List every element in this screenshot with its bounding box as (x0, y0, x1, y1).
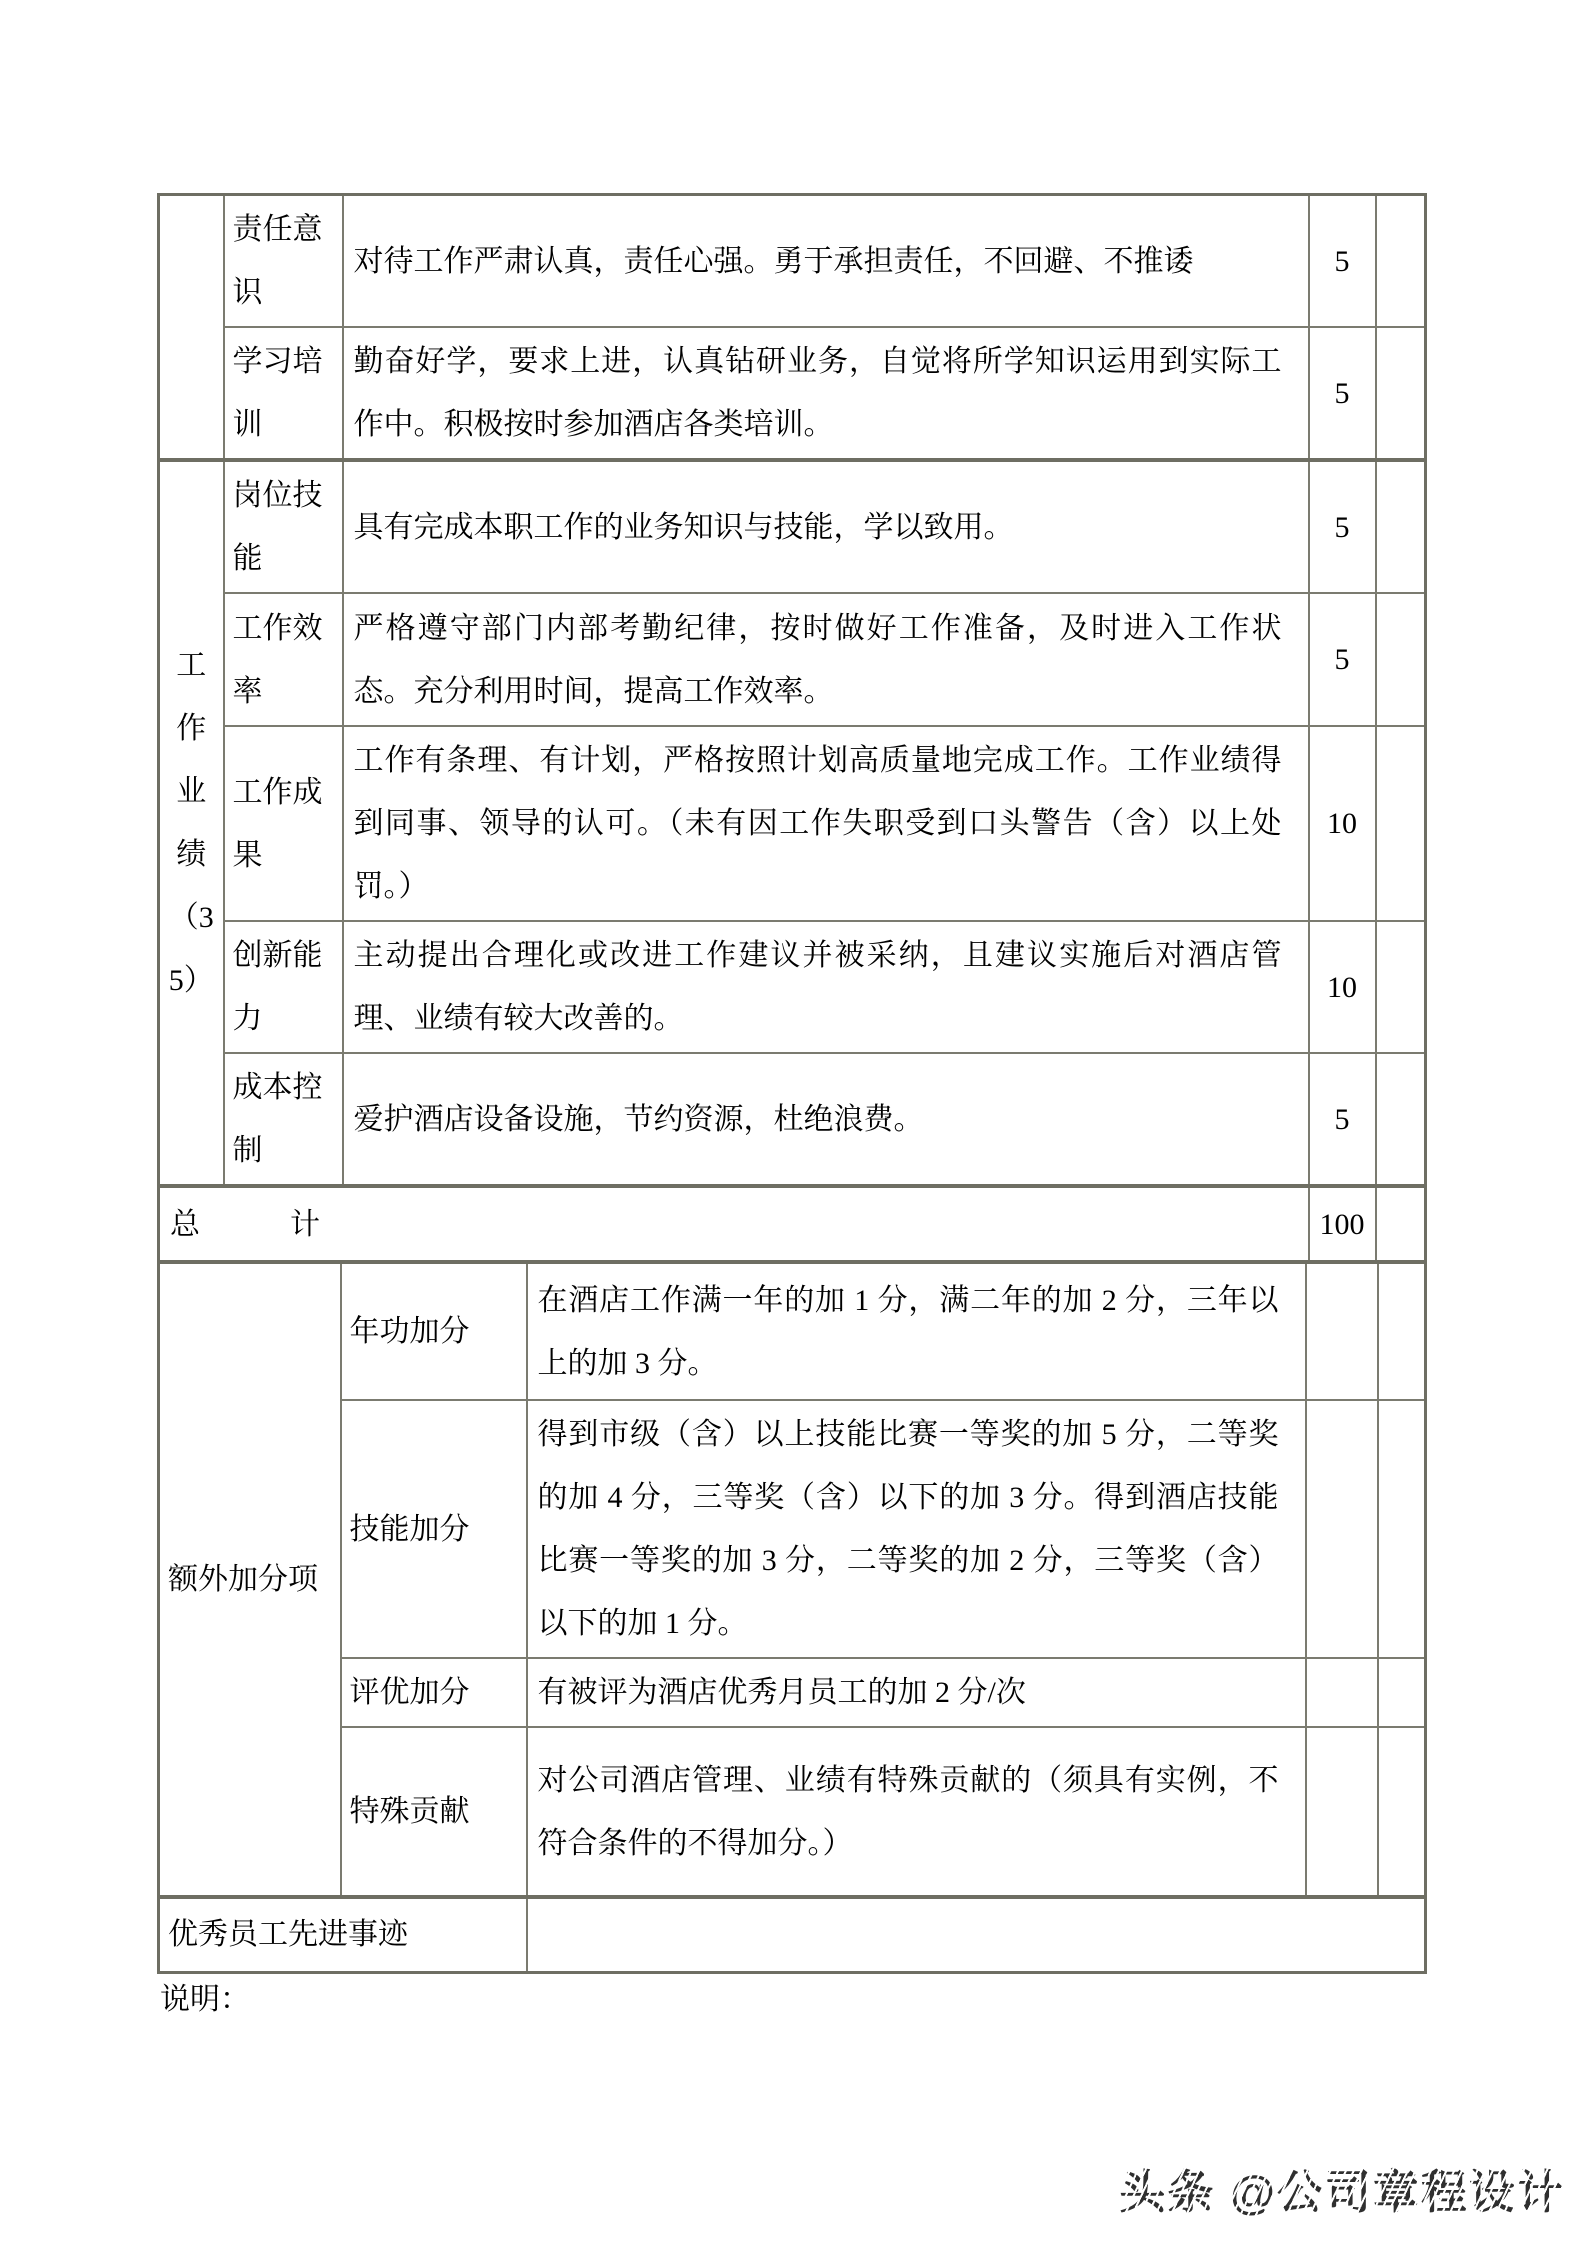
score-entry-cell (1378, 1400, 1426, 1658)
table-row (159, 1400, 1426, 1658)
score-cell (1306, 1658, 1378, 1727)
table-row (159, 460, 1426, 593)
criteria-label-cell: 创新能力 (224, 921, 343, 1053)
evaluation-table-wrap (157, 193, 1424, 1974)
criteria-desc-cell: 严格遵守部门内部考勤纪律，按时做好工作准备，及时进入工作状态。充分利用时间，提高工作效率。 (343, 593, 1309, 726)
total-entry-cell (1376, 1186, 1426, 1262)
score-entry-cell (1378, 1264, 1426, 1400)
bonus-label-cell: 年功加分 (341, 1264, 527, 1400)
criteria-label-cell: 责任意识 (224, 195, 343, 328)
score-cell: 5 (1309, 593, 1376, 726)
evaluation-table (157, 193, 1427, 1264)
score-cell: 10 (1309, 921, 1376, 1053)
score-entry-cell (1376, 921, 1426, 1053)
table-row (159, 921, 1426, 1053)
criteria-desc-cell: 具有完成本职工作的业务知识与技能，学以致用。 (343, 460, 1309, 593)
total-label-cell: 总 计 (159, 1186, 1309, 1262)
score-cell: 5 (1309, 1053, 1376, 1186)
criteria-label-cell: 岗位技能 (224, 460, 343, 593)
criteria-desc-cell: 主动提出合理化或改进工作建议并被采纳，且建议实施后对酒店管理、业绩有较大改善的。 (343, 921, 1309, 1053)
bonus-desc-cell: 对公司酒店管理、业绩有特殊贡献的（须具有实例，不符合条件的不得加分。） (527, 1727, 1306, 1897)
watermark-text: 头条 @公司章程设计 (1119, 2163, 1565, 2221)
table-row (159, 593, 1426, 726)
score-cell: 5 (1309, 195, 1376, 328)
criteria-label-cell: 工作效率 (224, 593, 343, 726)
criteria-desc-cell: 工作有条理、有计划，严格按照计划高质量地完成工作。工作业绩得到同事、领导的认可。（未有因工作失职受到口头警告（含）以上处罚。） (343, 726, 1309, 921)
score-entry-cell (1376, 726, 1426, 921)
table-row (159, 195, 1426, 328)
table-row (159, 726, 1426, 921)
bonus-desc-cell: 得到市级（含）以上技能比赛一等奖的加 5 分，二等奖的加 4 分，三等奖（含）以下的加 3 分。得到酒店技能比赛一等奖的加 3 分，二等奖的加 2 分，三等奖（含）以下的加 1 分。 (527, 1400, 1306, 1658)
score-cell (1306, 1727, 1378, 1897)
score-entry-cell (1378, 1658, 1426, 1727)
bonus-desc-cell: 在酒店工作满一年的加 1 分，满二年的加 2 分，三年以上的加 3 分。 (527, 1264, 1306, 1400)
table-row (159, 1658, 1426, 1727)
table-row (159, 1264, 1426, 1400)
deeds-value-cell (527, 1897, 1426, 1972)
criteria-label-cell: 成本控制 (224, 1053, 343, 1186)
score-entry-cell (1376, 1053, 1426, 1186)
score-cell: 5 (1309, 327, 1376, 460)
criteria-desc-cell: 爱护酒店设备设施，节约资源，杜绝浪费。 (343, 1053, 1309, 1186)
score-entry-cell (1376, 327, 1426, 460)
score-entry-cell (1376, 460, 1426, 593)
score-entry-cell (1378, 1727, 1426, 1897)
score-entry-cell (1376, 195, 1426, 328)
criteria-desc-cell: 对待工作严肃认真，责任心强。勇于承担责任，不回避、不推诿 (343, 195, 1309, 328)
bonus-label-cell: 特殊贡献 (341, 1727, 527, 1897)
criteria-group-cell-prev (159, 195, 224, 461)
score-entry-cell (1376, 593, 1426, 726)
criteria-desc-cell: 勤奋好学，要求上进，认真钻研业务，自觉将所学知识运用到实际工作中。积极按时参加酒店各类培训。 (343, 327, 1309, 460)
bonus-table (157, 1264, 1427, 1974)
bonus-group-cell: 额外加分项 (159, 1264, 341, 1897)
deeds-row (159, 1897, 1426, 1972)
table-row (159, 1727, 1426, 1897)
bonus-label-cell: 评优加分 (341, 1658, 527, 1727)
score-cell (1306, 1400, 1378, 1658)
total-row (159, 1186, 1426, 1262)
score-cell: 10 (1309, 726, 1376, 921)
criteria-label-cell: 学习培训 (224, 327, 343, 460)
note-label: 说明： (160, 1983, 250, 2016)
bonus-desc-cell: 有被评为酒店优秀月员工的加 2 分/次 (527, 1658, 1306, 1727)
criteria-group-cell-work-performance: 工作业绩（35） (159, 460, 224, 1186)
table-row (159, 327, 1426, 460)
criteria-label-cell: 工作成果 (224, 726, 343, 921)
bonus-label-cell: 技能加分 (341, 1400, 527, 1658)
score-cell (1306, 1264, 1378, 1400)
total-score-cell: 100 (1309, 1186, 1376, 1262)
score-cell: 5 (1309, 460, 1376, 593)
deeds-label-cell: 优秀员工先进事迹 (159, 1897, 527, 1972)
table-row (159, 1053, 1426, 1186)
